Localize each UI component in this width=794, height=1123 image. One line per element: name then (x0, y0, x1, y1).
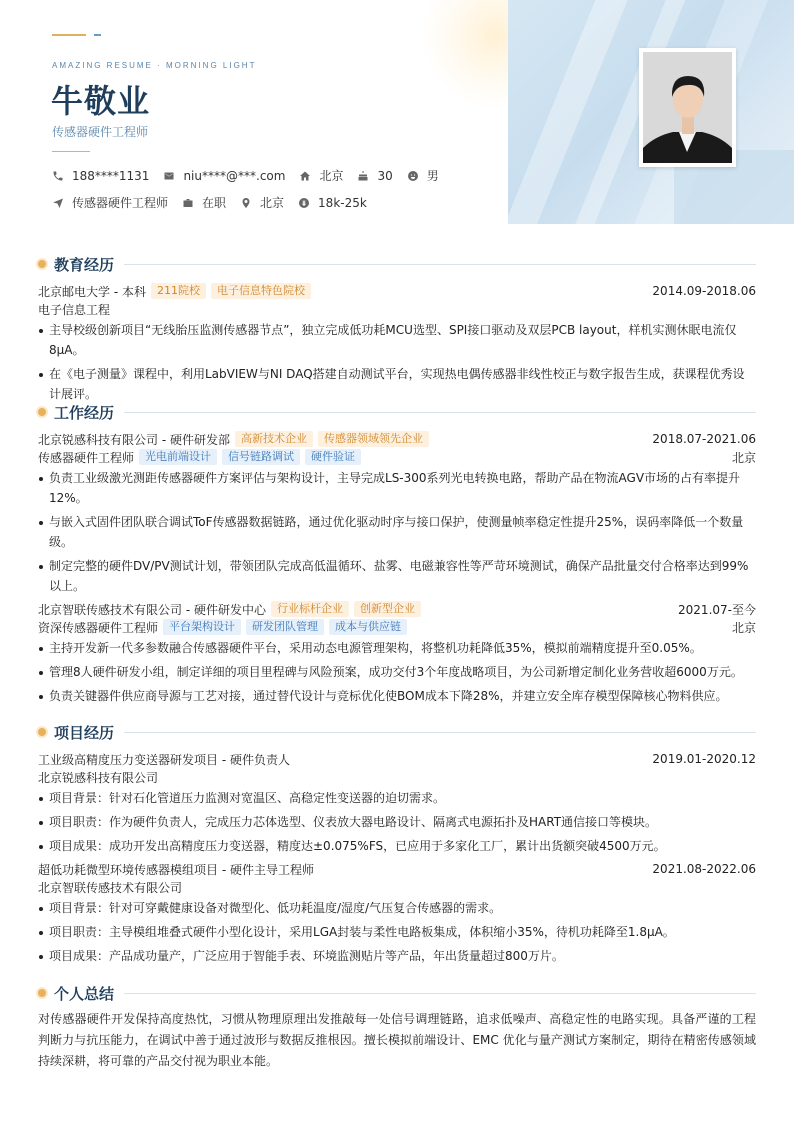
project-date: 2021.08-2022.06 (652, 862, 756, 876)
projects-title: 项目经历 (54, 723, 115, 742)
project-org: 北京锐感科技有限公司 (38, 770, 159, 785)
major-row (38, 300, 756, 318)
list-item: 项目背景：针对可穿戴健康设备对微型化、低功耗温度/湿度/气压复合传感器的需求。 (38, 898, 756, 918)
list-item: 项目职责：主导模组堆叠式硬件小型化设计，采用LGA封装与柔性电路板集成，体积缩小35%，待机功耗降至1.8μA。 (38, 922, 756, 942)
job-entry (38, 430, 756, 596)
list-item: 制定完整的硬件DV/PV测试计划，带领团队完成高低温循环、盐雾、电磁兼容性等严苛环境测试，确保产品批量交付合格率达到99%以上。 (38, 556, 756, 596)
skill-tag: 硬件验证 (305, 449, 361, 465)
work-header (38, 402, 756, 422)
education-bullets (38, 320, 756, 404)
list-item: 项目职责：作为硬件负责人，完成压力芯体选型、仪表放大器电路设计、隔离式电源拓扑及HART通信接口等模块。 (38, 812, 756, 832)
target-role-info (52, 194, 168, 211)
hometown-info (299, 167, 343, 184)
projects-section (38, 722, 756, 970)
phone-info (52, 169, 149, 183)
education-row (38, 282, 756, 300)
position-row (38, 448, 756, 466)
list-item: 项目成果：产品成功量产，广泛应用于智能手表、环境监测贴片等产品，年出货量超过800万片。 (38, 946, 756, 966)
company-tag: 行业标杆企业 (271, 601, 349, 617)
list-item: 主持开发新一代多参数融合传感器硬件平台，采用动态电源管理架构，将整机功耗降低35%，模拟前端精度提升至0.05%。 (38, 638, 756, 658)
job-city: 北京 (731, 620, 756, 635)
project-org-row (38, 768, 756, 786)
status-text: 在职 (202, 196, 227, 210)
gender-icon (407, 170, 419, 182)
list-item: 项目背景：针对石化管道压力监测对宽温区、高稳定性变送器的迫切需求。 (38, 788, 756, 808)
contact-row (52, 167, 453, 184)
job-bullets (38, 468, 756, 596)
project-entry (38, 750, 756, 856)
skill-tag: 光电前端设计 (139, 449, 217, 465)
section-bullet-icon (38, 260, 46, 268)
list-item: 项目成果：成功开发出高精度压力变送器，精度达±0.075%FS，已应用于多家化工厂，累计出货额突破4500万元。 (38, 836, 756, 856)
skill-tag: 成本与供应链 (329, 619, 407, 635)
section-divider (124, 264, 756, 265)
job-entry (38, 600, 756, 706)
summary-header (38, 983, 756, 1003)
age-info (357, 169, 392, 183)
job-city: 北京 (731, 450, 756, 465)
skill-tag: 研发团队管理 (246, 619, 324, 635)
target-role-text: 传感器硬件工程师 (72, 196, 169, 210)
section-divider (124, 993, 756, 994)
school-tag: 211院校 (151, 283, 206, 299)
project-bullets (38, 898, 756, 966)
skill-tag: 平台架构设计 (163, 619, 241, 635)
job-bullets (38, 638, 756, 706)
section-divider (124, 732, 756, 733)
gender-text: 男 (426, 169, 439, 183)
school-name: 北京邮电大学 - 本科 (38, 284, 146, 299)
school-tag: 电子信息特色院校 (211, 283, 311, 299)
project-name: 超低功耗微型环境传感器模组项目 - 硬件主导工程师 (38, 862, 314, 877)
email-text: niu****@***.com (183, 168, 286, 183)
phone-icon (52, 170, 64, 182)
portrait-image (643, 52, 732, 163)
project-entry (38, 860, 756, 966)
company-name: 北京锐感科技有限公司 - 硬件研发部 (38, 432, 230, 447)
position-name: 资深传感器硬件工程师 (38, 620, 159, 635)
position-row (38, 618, 756, 636)
project-org: 北京智联传感技术有限公司 (38, 880, 183, 895)
candidate-name: 牛敬业 (51, 82, 151, 120)
company-name: 北京智联传感技术有限公司 - 硬件研发中心 (38, 602, 266, 617)
home-icon (299, 170, 311, 182)
project-name: 工业级高精度压力变送器研发项目 - 硬件负责人 (38, 752, 290, 767)
job-intent-row (52, 194, 381, 211)
resume-tagline: AMAZING RESUME · MORNING LIGHT (52, 61, 257, 70)
section-bullet-icon (38, 408, 46, 416)
salary-info (298, 196, 367, 210)
job-date: 2018.07-2021.06 (652, 432, 756, 446)
list-item: 管理8人硬件研发小组，制定详细的项目里程碑与风险预案，成功交付3个年度战略项目，为公司新增定制化业务营收超6000万元。 (38, 662, 756, 682)
education-section (38, 254, 756, 408)
send-icon (52, 197, 64, 209)
briefcase-icon (182, 197, 194, 209)
mail-icon (163, 170, 175, 182)
project-org-row (38, 878, 756, 896)
role-divider (52, 151, 90, 152)
education-date: 2014.09-2018.06 (652, 284, 756, 298)
profile-photo (639, 48, 736, 167)
skill-tag: 信号链路调试 (222, 449, 300, 465)
project-bullets (38, 788, 756, 856)
summary-title: 个人总结 (54, 984, 115, 1003)
hometown-text: 北京 (319, 169, 344, 183)
list-item: 负责关键器件供应商导源与工艺对接，通过替代设计与竞标优化使BOM成本下降28%，并建立安全库存模型保障核心物料供应。 (38, 686, 756, 706)
company-row (38, 430, 756, 448)
education-header (38, 254, 756, 274)
job-date: 2021.07-至今 (678, 602, 756, 617)
list-item: 主导校级创新项目“无线胎压监测传感器节点”，独立完成低功耗MCU选型、SPI接口驱动及双层PCB layout，样机实测休眠电流仅8μA。 (38, 320, 756, 360)
section-bullet-icon (38, 728, 46, 736)
project-date: 2019.01-2020.12 (652, 752, 756, 766)
work-title: 工作经历 (54, 403, 115, 422)
candidate-role: 传感器硬件工程师 (52, 125, 149, 139)
company-row (38, 600, 756, 618)
company-tag: 创新型企业 (354, 601, 421, 617)
target-city-text: 北京 (260, 196, 285, 210)
salary-text: 18k-25k (318, 195, 367, 210)
summary-text: 对传感器硬件开发保持高度热忱，习惯从物理原理出发推敲每一处信号调理链路，追求低噪声、高稳定性的电路实现。具备严谨的工程判断力与抗压能力，在调试中善于通过波形与数据反推根因。擅长模拟前端设计、EMC 优化与量产测试方案制定，期待在精密传感领域持续深耕，将可靠的产品交付视为职业本能。 (38, 1012, 756, 1068)
major-name: 电子信息工程 (38, 302, 111, 317)
work-section (38, 402, 756, 710)
section-divider (124, 412, 756, 413)
list-item: 在《电子测量》课程中，利用LabVIEW与NI DAQ搭建自动测试平台，实现热电偶传感器非线性校正与数字报告生成，获课程优秀设计展评。 (38, 364, 756, 404)
projects-header (38, 722, 756, 742)
list-item: 与嵌入式固件团队联合调试ToF传感器数据链路，通过优化驱动时序与接口保护，使测量帧率稳定性提升25%，误码率降低一个数量级。 (38, 512, 756, 552)
gender-info (407, 167, 439, 184)
cake-icon (357, 170, 369, 182)
age-text: 30 (377, 168, 393, 183)
list-item: 负责工业级激光测距传感器硬件方案评估与架构设计，主导完成LS-300系列光电转换电路，帮助产品在物流AGV市场的占有率提升12%。 (38, 468, 756, 508)
email-info (163, 169, 285, 183)
company-tag: 高新技术企业 (235, 431, 313, 447)
company-tag: 传感器领域领先企业 (318, 431, 429, 447)
education-title: 教育经历 (54, 255, 115, 274)
summary-section (38, 983, 756, 1072)
phone-text: 188****1131 (72, 168, 150, 183)
position-name: 传感器硬件工程师 (38, 450, 135, 465)
target-city-info (240, 194, 284, 211)
project-row (38, 750, 756, 768)
project-row (38, 860, 756, 878)
salary-icon (298, 197, 310, 209)
status-info (182, 194, 226, 211)
section-bullet-icon (38, 989, 46, 997)
location-pin-icon (240, 197, 252, 209)
